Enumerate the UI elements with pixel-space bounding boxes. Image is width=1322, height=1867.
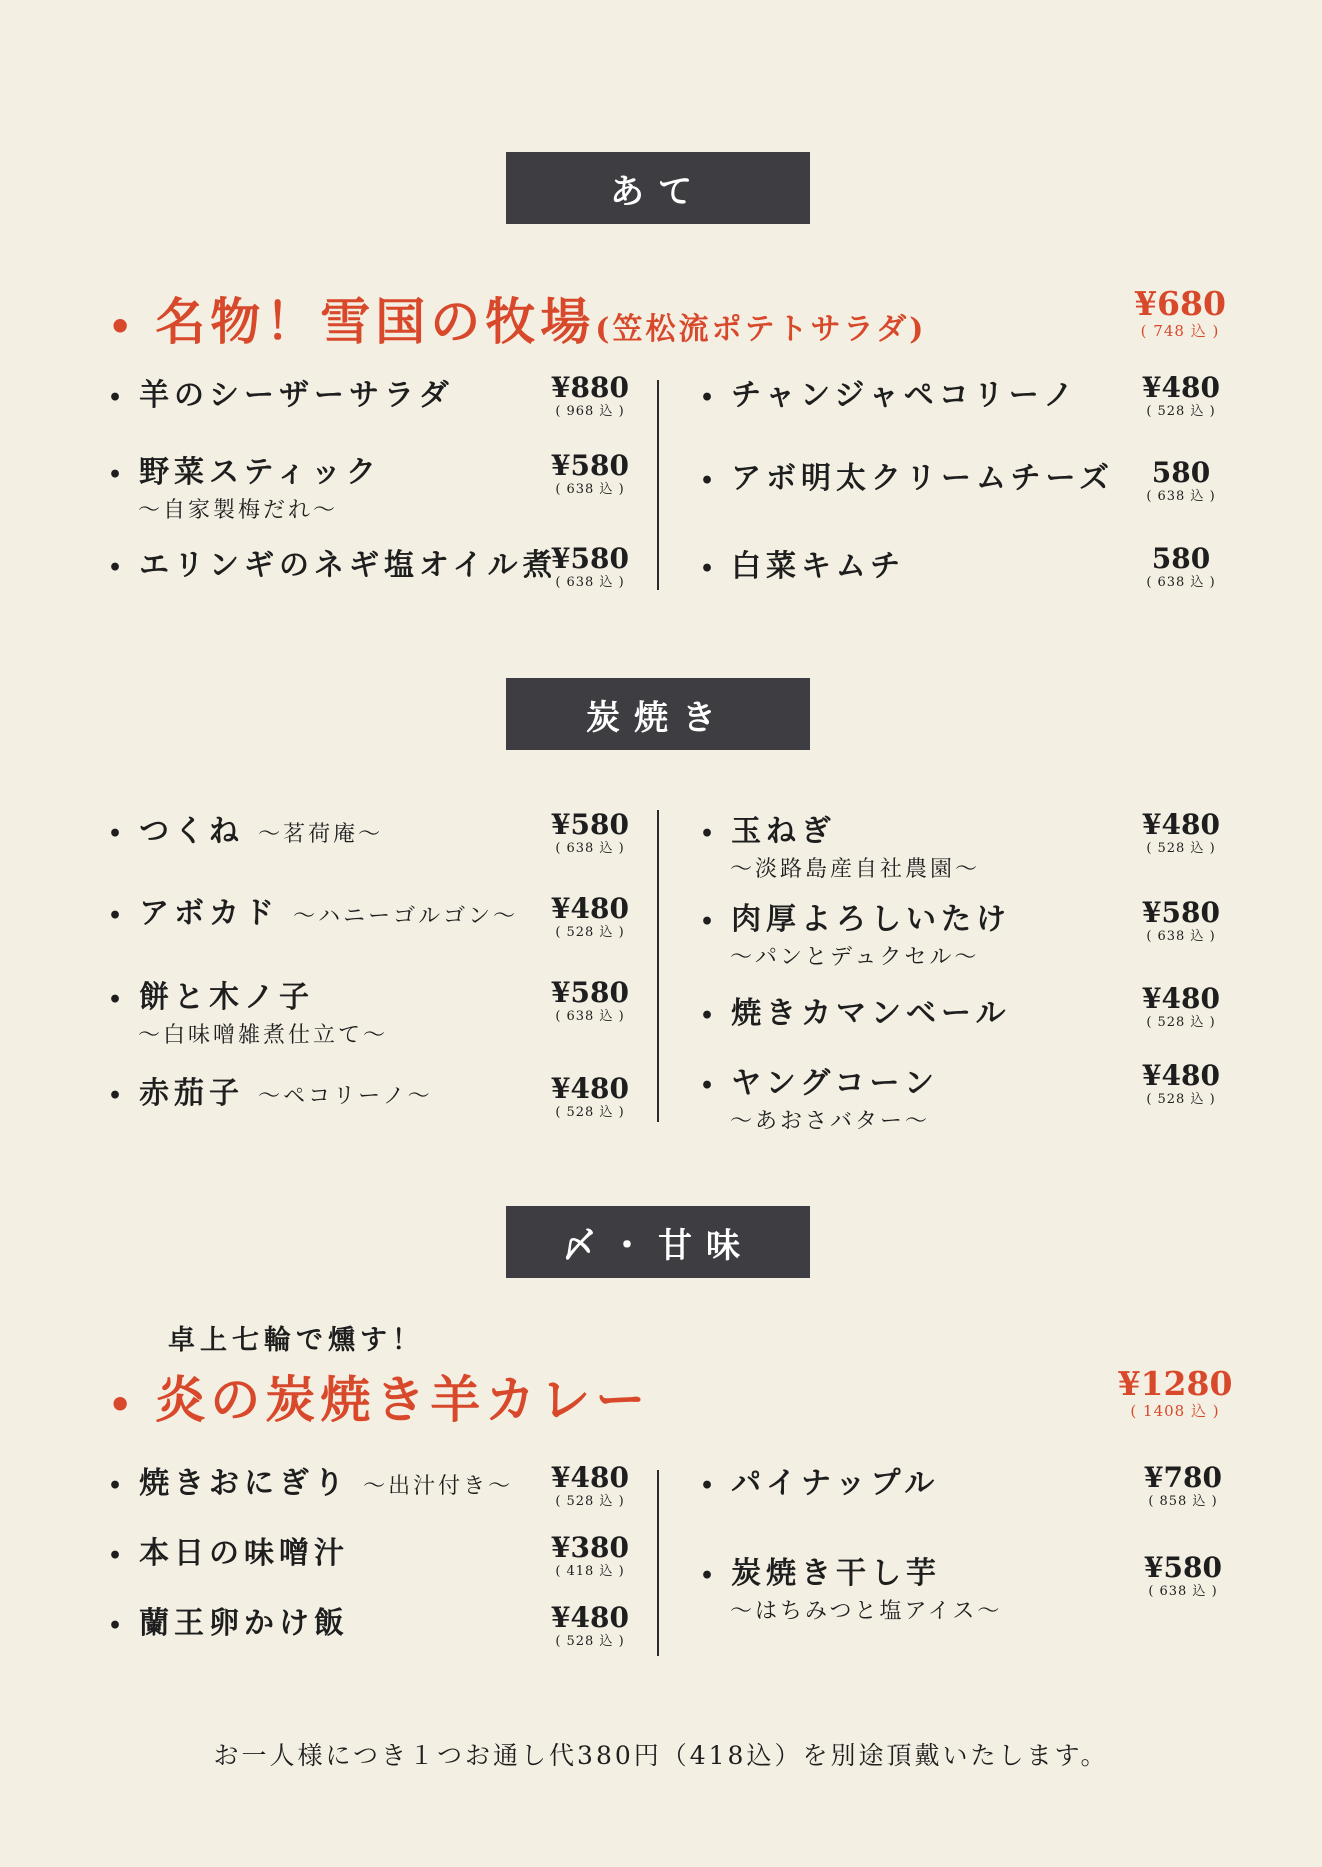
bullet-icon: • <box>700 1073 720 1099</box>
bullet-icon: • <box>700 468 720 494</box>
price-value: ¥680 <box>1134 284 1226 323</box>
item-name: ヤングコーン <box>731 1066 939 1101</box>
column-divider <box>657 810 659 1122</box>
menu-item <box>700 453 1114 497</box>
price-tax: ( 638 込 ) <box>1148 1584 1218 1599</box>
price-value: ¥580 <box>1144 1551 1222 1584</box>
price-value: ¥580 <box>551 542 629 575</box>
price-value: ¥580 <box>1142 896 1220 929</box>
price-tax: ( 638 込 ) <box>555 841 625 856</box>
price-value: ¥480 <box>1142 1059 1220 1092</box>
menu-item <box>108 972 388 1049</box>
item-price <box>1126 457 1236 505</box>
item-name: チャンジャペコリーノ <box>731 378 1079 413</box>
item-price <box>535 1462 645 1510</box>
item-name: エリンギのネギ塩オイル煮 <box>139 548 558 583</box>
section-header-sumiyaki <box>506 678 810 750</box>
price-value: ¥380 <box>551 1531 629 1564</box>
price-value: 580 <box>1151 542 1211 575</box>
featured-sub: (笠松流ポテトサラダ) <box>595 312 927 347</box>
section-header-shime <box>506 1206 810 1278</box>
item-name: 羊のシーザーサラダ <box>139 378 454 413</box>
price-value: ¥580 <box>551 976 629 1009</box>
item-name: 玉ねぎ <box>731 814 837 849</box>
item-note: 〜茗荷庵〜 <box>258 822 384 847</box>
price-tax: ( 748 込 ) <box>1140 322 1220 340</box>
cover-charge-note: お一人様につき１つお通し代380円（418込）を別途頂戴いたします。 <box>213 1741 1109 1770</box>
featured-name: 名物！雪国の牧場 <box>155 292 596 351</box>
price-value: ¥480 <box>1142 982 1220 1015</box>
price-value: 580 <box>1151 456 1211 489</box>
price-tax: ( 638 込 ) <box>555 575 625 590</box>
bullet-icon: • <box>108 1381 138 1427</box>
bullet-icon: • <box>108 385 128 411</box>
bullet-icon: • <box>108 1083 128 1109</box>
section-header-ate <box>506 152 810 224</box>
item-name: アボ明太クリームチーズ <box>731 461 1114 496</box>
item-price <box>1126 809 1236 857</box>
bullet-icon: • <box>108 1613 128 1639</box>
menu-item <box>108 1598 349 1642</box>
featured-name: 炎の炭焼き羊カレー <box>155 1370 651 1429</box>
menu-item <box>108 1528 349 1572</box>
item-price <box>535 1532 645 1580</box>
item-sub: 〜自家製梅だれ〜 <box>138 498 339 523</box>
menu-item <box>108 1068 433 1112</box>
item-price <box>535 372 645 420</box>
menu-item <box>700 988 1010 1032</box>
price-value: ¥880 <box>551 371 629 404</box>
price-tax: ( 528 込 ) <box>555 1634 625 1649</box>
item-name: 野菜スティック <box>139 455 382 490</box>
item-price <box>1126 1060 1236 1108</box>
price-tax: ( 528 込 ) <box>555 925 625 940</box>
item-name: アボカド <box>139 896 280 931</box>
item-name: パイナップル <box>731 1466 940 1501</box>
item-name: 肉厚よろしいたけ <box>731 902 1012 937</box>
bullet-icon: • <box>700 1563 720 1589</box>
section-title: 炭焼き <box>586 697 730 738</box>
bullet-icon: • <box>108 1543 128 1569</box>
item-name: 餅と木ノ子 <box>139 980 315 1015</box>
item-note: 〜ハニーゴルゴン〜 <box>293 904 519 929</box>
bullet-icon: • <box>700 385 720 411</box>
price-value: ¥480 <box>551 892 629 925</box>
bullet-icon: • <box>700 556 720 582</box>
item-name: 焼きおにぎり <box>139 1466 350 1501</box>
menu-item <box>700 370 1078 414</box>
item-note: 〜出汁付き〜 <box>363 1474 514 1499</box>
menu-item <box>700 1458 939 1502</box>
price-value: ¥480 <box>1142 808 1220 841</box>
item-name: 焼きカマンベール <box>731 996 1011 1031</box>
item-note: 〜ペコリーノ〜 <box>258 1084 433 1109</box>
price-value: ¥480 <box>551 1601 629 1634</box>
item-price <box>1126 983 1236 1031</box>
menu-item <box>108 1458 513 1502</box>
price-tax: ( 528 込 ) <box>1146 1015 1216 1030</box>
price-tax: ( 638 込 ) <box>1146 575 1216 590</box>
price-tax: ( 638 込 ) <box>555 1009 625 1024</box>
bullet-icon: • <box>700 1473 720 1499</box>
price-tax: ( 528 込 ) <box>555 1105 625 1120</box>
item-price <box>535 809 645 857</box>
item-name: つくね <box>139 814 245 849</box>
price-tax: ( 638 込 ) <box>1146 489 1216 504</box>
column-divider <box>657 1470 659 1656</box>
item-price <box>1128 1552 1238 1600</box>
menu-item <box>108 540 558 584</box>
bullet-icon: • <box>700 821 720 847</box>
section-title: あて <box>610 171 706 212</box>
price-tax: ( 858 込 ) <box>1148 1494 1218 1509</box>
price-tax: ( 418 込 ) <box>555 1564 625 1579</box>
price-tax: ( 528 込 ) <box>555 1494 625 1509</box>
menu-item <box>108 888 518 932</box>
bullet-icon: • <box>108 821 128 847</box>
menu-item <box>700 1548 1002 1625</box>
featured-price <box>1120 286 1240 340</box>
bullet-icon: • <box>108 1473 128 1499</box>
price-tax: ( 1408 込 ) <box>1130 1402 1220 1420</box>
price-value: ¥480 <box>551 1461 629 1494</box>
menu-item <box>108 370 454 414</box>
bullet-icon: • <box>108 303 138 349</box>
menu-item <box>700 894 1011 971</box>
item-price <box>1126 897 1236 945</box>
price-value: ¥480 <box>551 1072 629 1105</box>
item-sub: 〜淡路島産自社農園〜 <box>730 857 981 882</box>
menu-item <box>700 806 980 883</box>
item-price <box>535 543 645 591</box>
price-tax: ( 528 込 ) <box>1146 841 1216 856</box>
item-price <box>1126 543 1236 591</box>
bullet-icon: • <box>700 1003 720 1029</box>
item-sub: 〜あおさバター〜 <box>730 1109 931 1134</box>
item-price <box>1126 372 1236 420</box>
item-sub: 〜白味噌雑煮仕立て〜 <box>138 1023 389 1048</box>
price-value: ¥780 <box>1144 1461 1222 1494</box>
item-sub: 〜はちみつと塩アイス〜 <box>730 1599 1003 1624</box>
item-name: 本日の味噌汁 <box>139 1536 350 1571</box>
price-tax: ( 638 込 ) <box>555 482 625 497</box>
price-tax: ( 528 込 ) <box>1146 1092 1216 1107</box>
price-value: ¥580 <box>551 449 629 482</box>
item-price <box>535 450 645 498</box>
item-price <box>535 1073 645 1121</box>
item-price <box>535 1602 645 1650</box>
price-value: ¥580 <box>551 808 629 841</box>
price-tax: ( 968 込 ) <box>555 404 625 419</box>
item-sub: 〜パンとデュクセル〜 <box>730 945 980 970</box>
price-value: ¥480 <box>1142 371 1220 404</box>
item-name: 赤茄子 <box>139 1076 245 1111</box>
featured-tagline: 卓上七輪で燻す！ <box>168 1325 424 1356</box>
item-name: 炭焼き干し芋 <box>731 1556 942 1591</box>
featured-price <box>1105 1366 1245 1420</box>
bullet-icon: • <box>108 462 128 488</box>
column-divider <box>657 380 659 590</box>
item-name: 白菜キムチ <box>731 549 906 584</box>
section-title: 〆・甘味 <box>562 1225 754 1266</box>
item-price <box>535 977 645 1025</box>
menu-item <box>700 1058 939 1135</box>
price-tax: ( 528 込 ) <box>1146 404 1216 419</box>
price-tax: ( 638 込 ) <box>1146 929 1216 944</box>
item-price <box>535 893 645 941</box>
bullet-icon: • <box>108 903 128 929</box>
menu-item <box>108 806 383 850</box>
item-name: 蘭王卵かけ飯 <box>139 1606 350 1641</box>
bullet-icon: • <box>700 909 720 935</box>
menu-item <box>108 447 381 524</box>
menu-item <box>700 541 905 585</box>
price-value: ¥1280 <box>1117 1364 1233 1403</box>
item-price <box>1128 1462 1238 1510</box>
bullet-icon: • <box>108 555 128 581</box>
featured-item-lamb-curry <box>108 1360 650 1432</box>
featured-item-potato-salad <box>108 282 926 354</box>
bullet-icon: • <box>108 987 128 1013</box>
